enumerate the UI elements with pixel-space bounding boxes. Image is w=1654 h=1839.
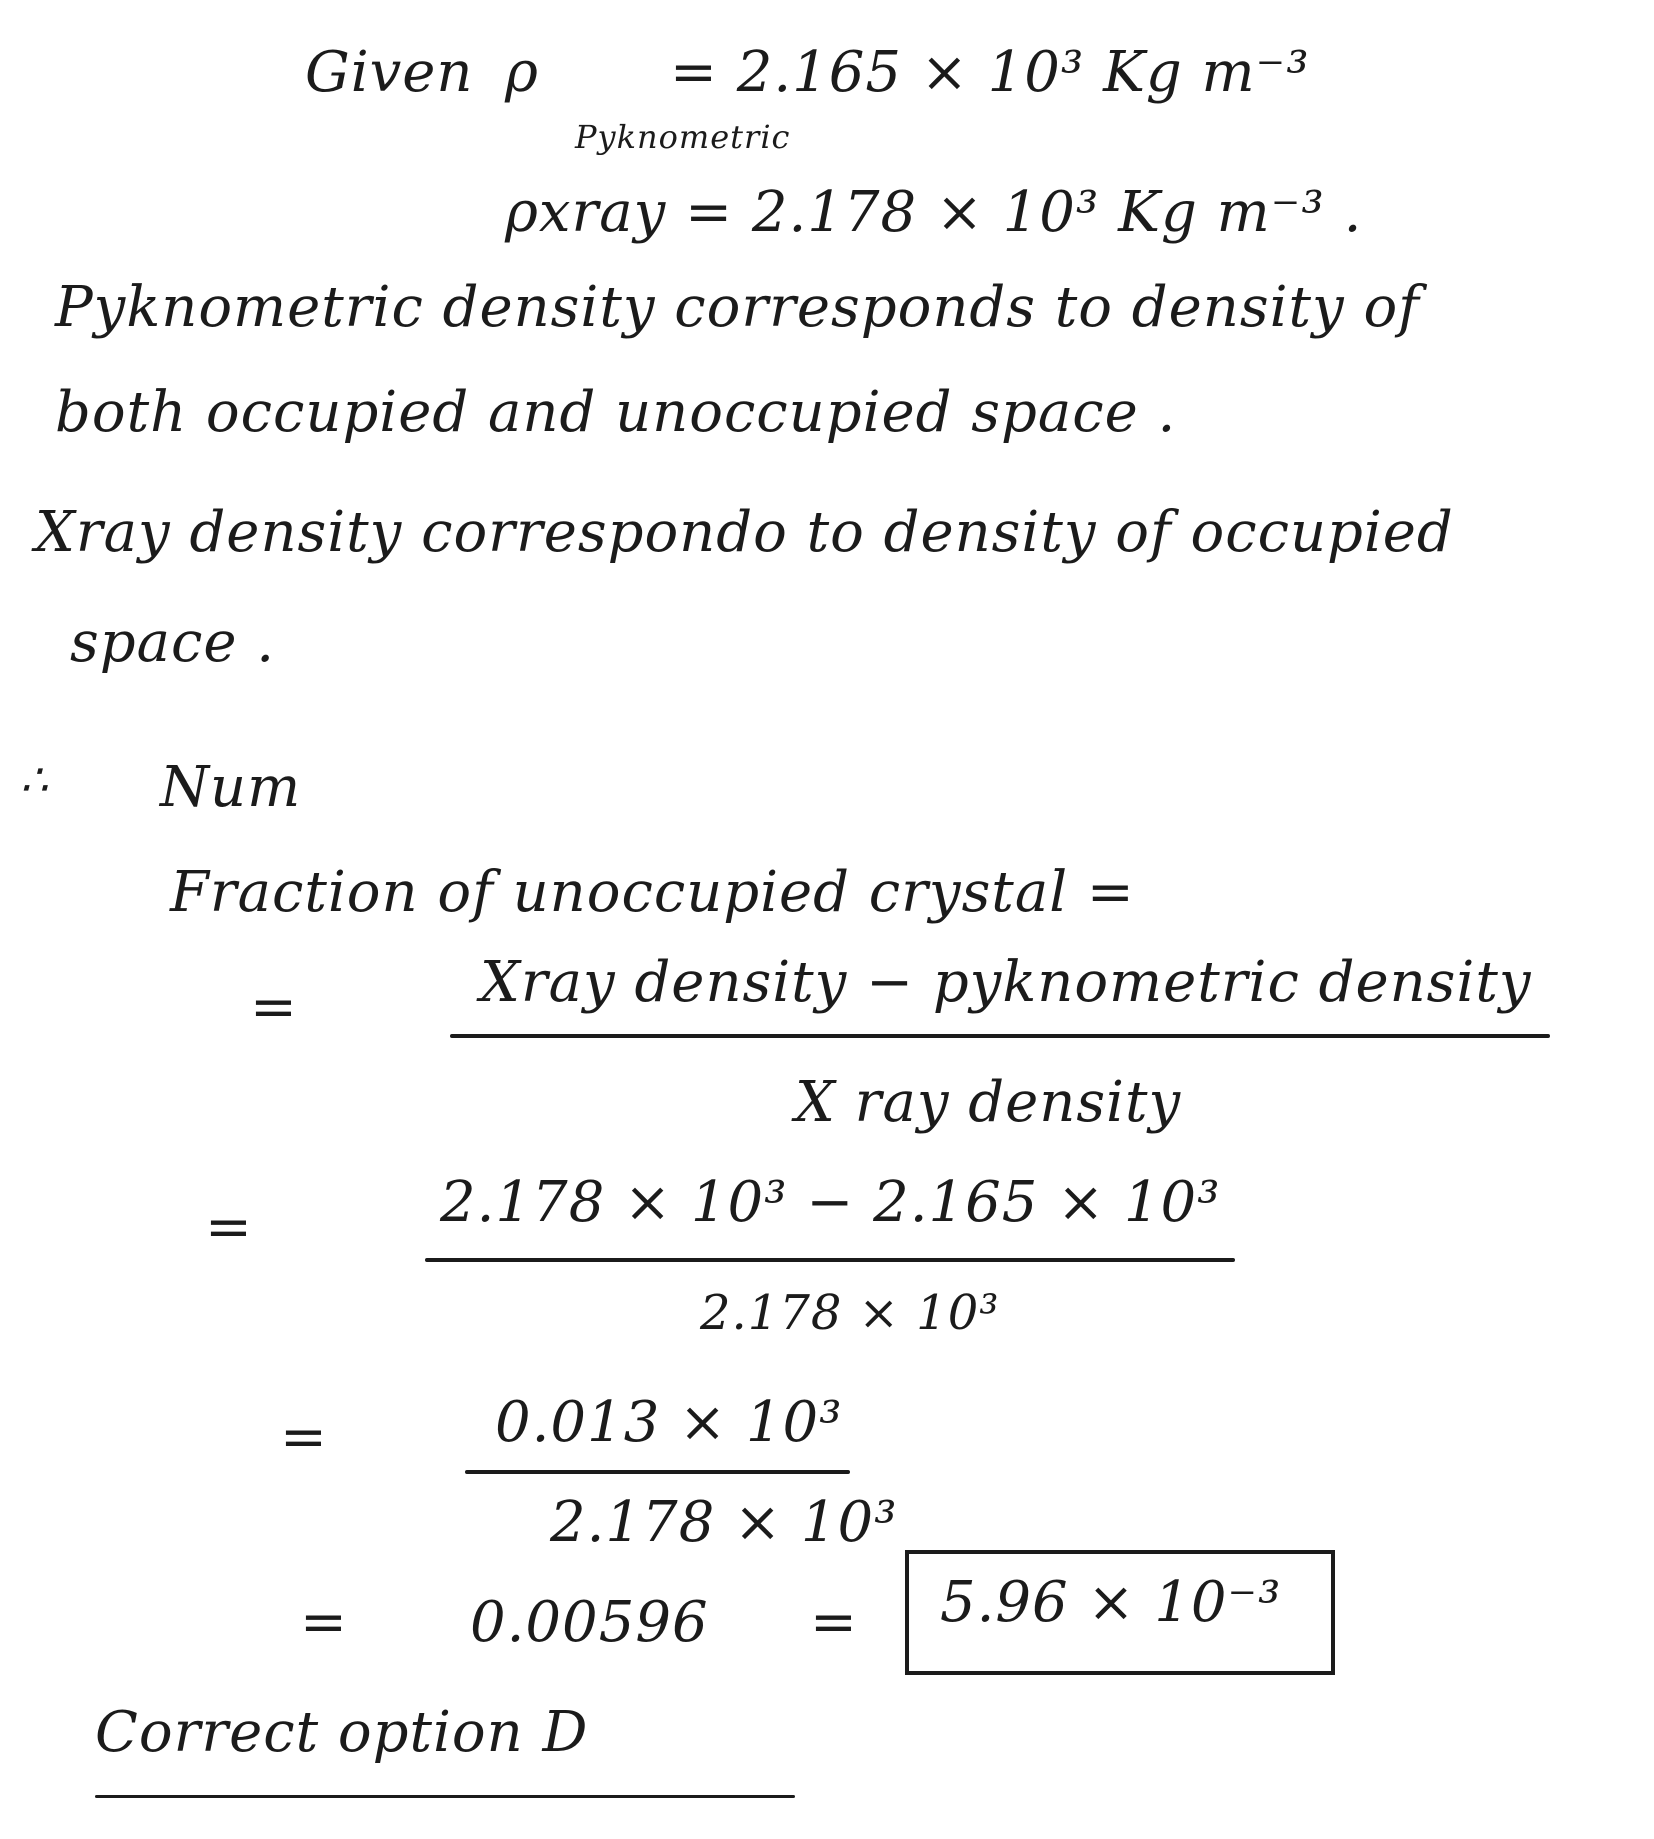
pyknometric-density-value: = 2.165 × 10³ Kg m⁻³ <box>670 40 1310 105</box>
pyknometric-explanation-line-1: Pyknometric density corresponds to density of <box>55 275 1420 340</box>
num-label: Num <box>160 755 302 820</box>
pyknometric-subscript: Pyknometric <box>575 118 791 156</box>
fraction-bar <box>425 1258 1235 1262</box>
step3-denominator: 2.178 × 10³ <box>550 1490 898 1555</box>
equals-sign: = <box>205 1195 253 1260</box>
given-label: Given <box>305 40 474 105</box>
xray-explanation-line-1: Xray density correspondo to density of occupied <box>35 500 1454 565</box>
underline <box>95 1795 795 1798</box>
fraction-bar <box>450 1034 1550 1038</box>
step2-numerator: 2.178 × 10³ − 2.165 × 10³ <box>440 1170 1221 1235</box>
step3-numerator: 0.013 × 10³ <box>495 1390 843 1455</box>
xray-explanation-line-2: space . <box>70 610 276 675</box>
correct-option-text: Correct option D <box>95 1700 589 1765</box>
step1-denominator: X ray density <box>795 1070 1182 1135</box>
rho-symbol: ρ <box>505 40 539 105</box>
result-decimal: 0.00596 <box>470 1590 709 1655</box>
xray-density-value: ρxray = 2.178 × 10³ Kg m⁻³ . <box>505 180 1363 245</box>
equals-sign: = <box>810 1590 858 1655</box>
equals-sign: = <box>250 975 298 1040</box>
therefore-symbol: ∴ <box>20 755 49 806</box>
fraction-heading: Fraction of unoccupied crystal = <box>170 860 1135 925</box>
equals-sign: = <box>280 1405 328 1470</box>
equals-sign: = <box>300 1590 348 1655</box>
boxed-answer: 5.96 × 10⁻³ <box>940 1570 1282 1635</box>
fraction-bar <box>465 1470 850 1474</box>
step2-denominator: 2.178 × 10³ <box>700 1285 1000 1341</box>
pyknometric-explanation-line-2: both occupied and unoccupied space . <box>55 380 1177 445</box>
step1-numerator: Xray density − pyknometric density <box>480 950 1532 1015</box>
